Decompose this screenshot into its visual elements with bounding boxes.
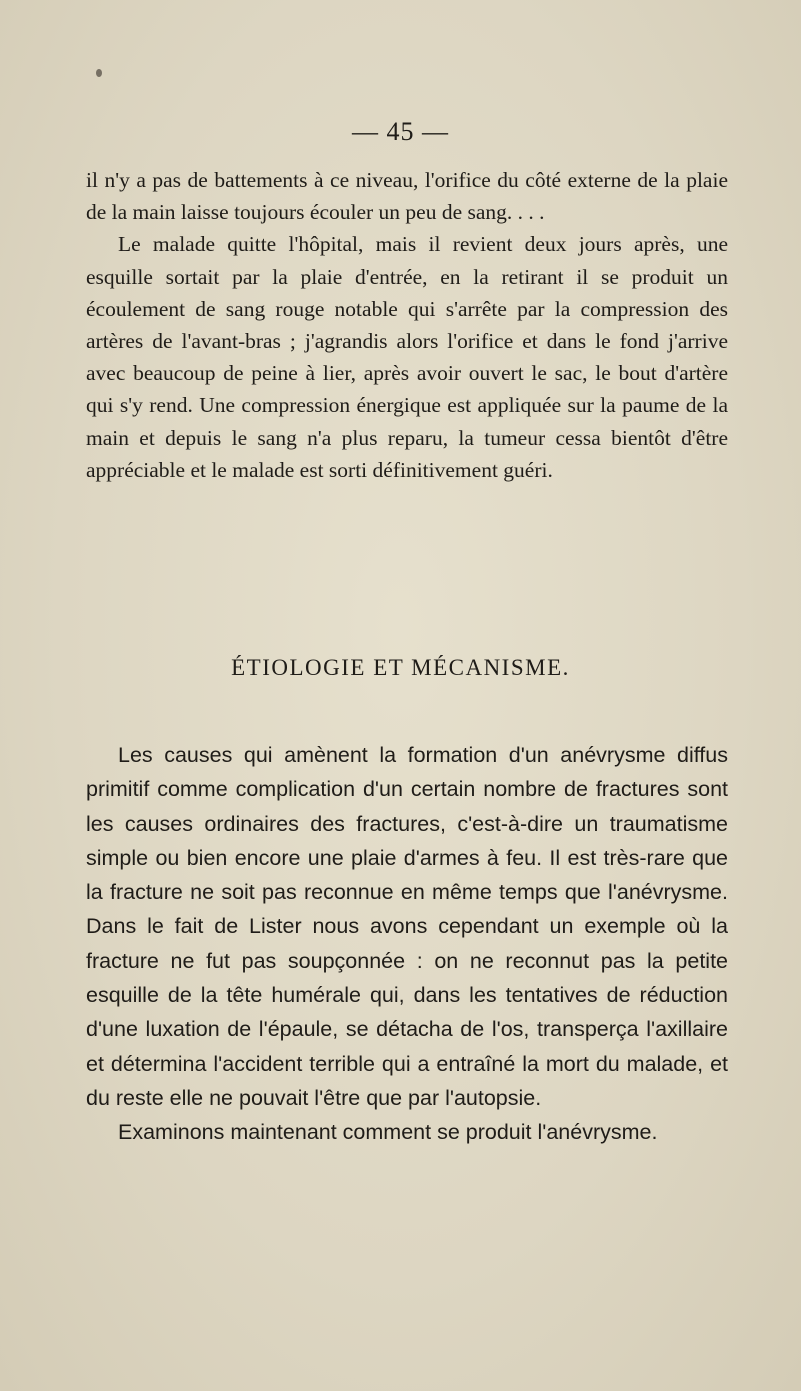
case-text-block bbox=[86, 164, 728, 486]
paragraph-case-followup: Le malade quitte l'hôpital, mais il revient deux jours après, une esquille sortait par la plaie d'entrée, en la retirant il se produit un écoulement de sang rouge notable qui s'arrête par la compression des artères de l'avant-bras ; j'agrandis alors l'orifice et dans le fond j'arrive avec beaucoup de peine à lier, après avoir ouvert le sac, le bout d'artère qui s'y rend. Une compression énergique est appliquée sur la paume de la main et depuis le sang n'a plus reparu, la tumeur cessa bientôt d'être appréciable et le malade est sorti définitivement guéri. bbox=[86, 232, 728, 482]
paragraph-etiology: Les causes qui amènent la formation d'un anévrysme diffus primitif comme complication d'un certain nombre de fractures sont les causes ordinaires des fractures, c'est-à-dire un traumatisme simple ou bien encore une plaie d'armes à feu. Il est très-rare que la fracture ne soit pas reconnue en même temps que l'anévrysme. Dans le fait de Lister nous avons cependant un exemple où la fracture ne fut pas soupçonnée : on ne reconnut pas la petite esquille de la tête humérale qui, dans les tentatives de réduction d'une luxation de l'épaule, se détacha de l'os, transperça l'axillaire et détermina l'accident terrible qui a entraîné la mort du malade, et du reste elle ne pouvait l'être que par l'autopsie. bbox=[86, 743, 728, 1110]
paragraph-mechanism-intro: Examinons maintenant comment se produit l'anévrysme. bbox=[118, 1120, 658, 1145]
page-number: — 45 — bbox=[352, 117, 449, 146]
paragraph-continuation: il n'y a pas de battements à ce niveau, l'orifice du côté externe de la plaie de la main laisse toujours écouler un peu de sang. . . . bbox=[86, 168, 728, 225]
etiology-text-block bbox=[86, 738, 728, 1150]
section-heading: ÉTIOLOGIE ET MÉCANISME. bbox=[231, 655, 570, 680]
ink-speck bbox=[96, 69, 102, 77]
